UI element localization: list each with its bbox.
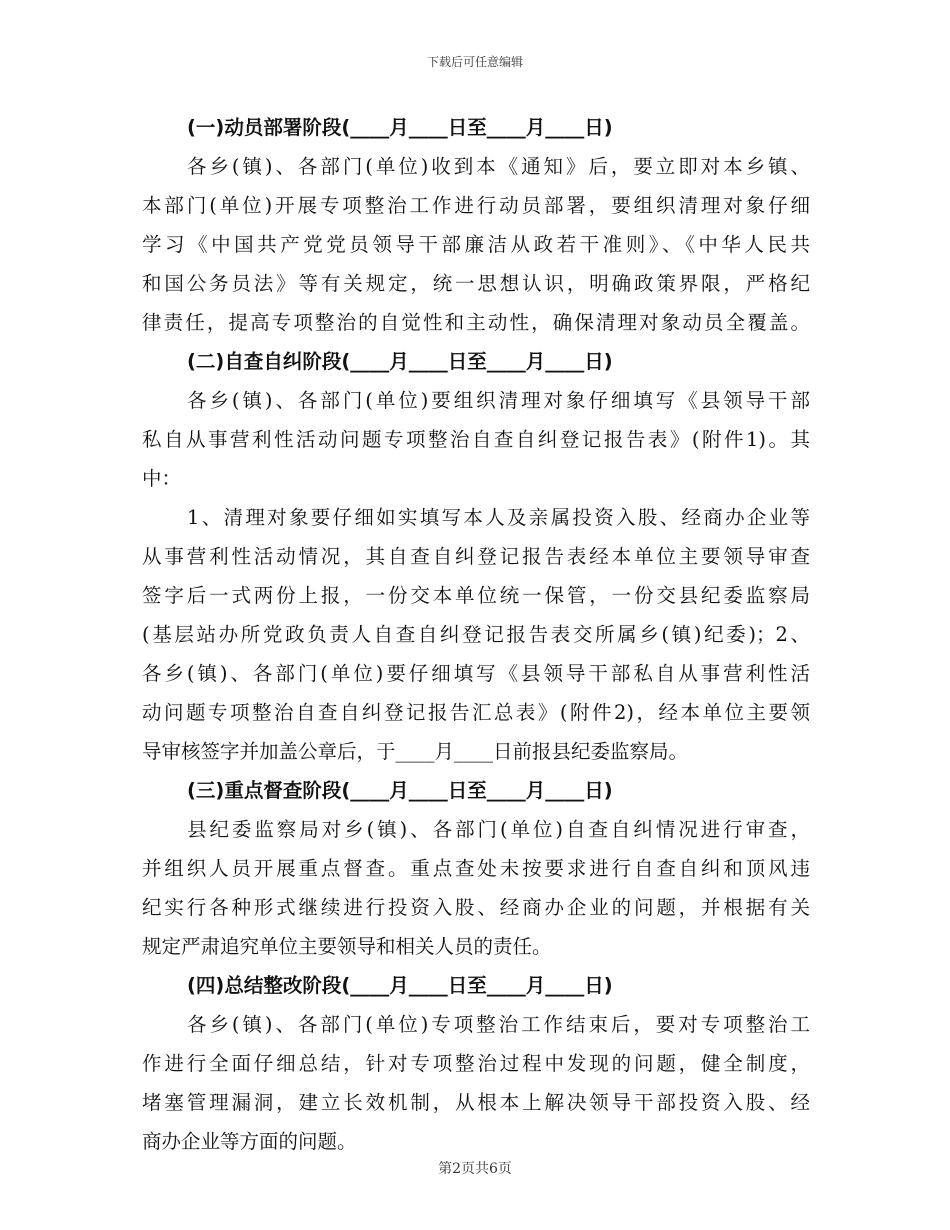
paragraph-line: 学习《中国共产党党员领导干部廉洁从政若干准则》、《中华人民共	[142, 233, 810, 256]
paragraph-line: 本部门(单位)开展专项整治工作进行动员部署，要组织清理对象仔细	[142, 194, 810, 217]
paragraph-line: (基层站办所党政负责人自查自纠登记报告表交所属乡(镇)纪委)；2、	[142, 623, 810, 646]
section-heading: (三)重点督查阶段(____月____日至____月____日)	[187, 779, 613, 802]
section-heading: (四)总结整改阶段(____月____日至____月____日)	[187, 974, 613, 997]
paragraph-line: 各乡(镇)、各部门(单位)专项整治工作结束后，要对专项整治工	[187, 1013, 810, 1036]
paragraph-line: 私自从事营利性活动问题专项整治自查自纠登记报告表》(附件1)。其	[142, 428, 810, 451]
paragraph-line: 中：	[142, 467, 182, 490]
paragraph-line: 导审核签字并加盖公章后，于____月____日前报县纪委监察局。	[142, 740, 689, 763]
paragraph-line: 签字后一式两份上报，一份交本单位统一保管，一份交县纪委监察局	[142, 584, 810, 607]
paragraph-line: 和国公务员法》等有关规定，统一思想认识，明确政策界限，严格纪	[142, 272, 810, 295]
section-heading: (一)动员部署阶段(____月____日至____月____日)	[187, 116, 613, 139]
paragraph-line: 规定严肃追究单位主要领导和相关人员的责任。	[142, 935, 552, 958]
paragraph-line: 并组织人员开展重点督查。重点查处未按要求进行自查自纠和顶风违	[142, 857, 810, 880]
paragraph-line: 各乡(镇)、各部门(单位)收到本《通知》后，要立即对本乡镇、	[187, 155, 810, 178]
document-body	[142, 108, 810, 1161]
paragraph-line: 作进行全面仔细总结，针对专项整治过程中发现的问题，健全制度，	[142, 1052, 810, 1075]
paragraph-line: 纪实行各种形式继续进行投资入股、经商办企业的问题，并根据有关	[142, 896, 810, 919]
page-header: 下载后可任意编辑	[426, 55, 523, 69]
paragraph-line: 堵塞管理漏洞，建立长效机制，从根本上解决领导干部投资入股、经	[142, 1091, 810, 1114]
paragraph-line: 动问题专项整治自查自纠登记报告汇总表》(附件2)，经本单位主要领	[142, 701, 810, 724]
paragraph-line: 律责任，提高专项整治的自觉性和主动性，确保清理对象动员全覆盖。	[142, 311, 810, 334]
page-footer: 第2页共6页	[438, 1161, 512, 1177]
paragraph-line: 各乡(镇)、各部门(单位)要仔细填写《县领导干部私自从事营利性活	[142, 662, 810, 685]
section-heading: (二)自查自纠阶段(____月____日至____月____日)	[187, 350, 613, 373]
paragraph-line: 1、清理对象要仔细如实填写本人及亲属投资入股、经商办企业等	[187, 506, 810, 529]
paragraph-line: 从事营利性活动情况，其自查自纠登记报告表经本单位主要领导审查	[142, 545, 810, 568]
paragraph-line: 各乡(镇)、各部门(单位)要组织清理对象仔细填写《县领导干部	[187, 389, 810, 412]
paragraph-line: 县纪委监察局对乡(镇)、各部门(单位)自查自纠情况进行审查，	[187, 818, 810, 841]
paragraph-line: 商办企业等方面的问题。	[142, 1130, 357, 1153]
